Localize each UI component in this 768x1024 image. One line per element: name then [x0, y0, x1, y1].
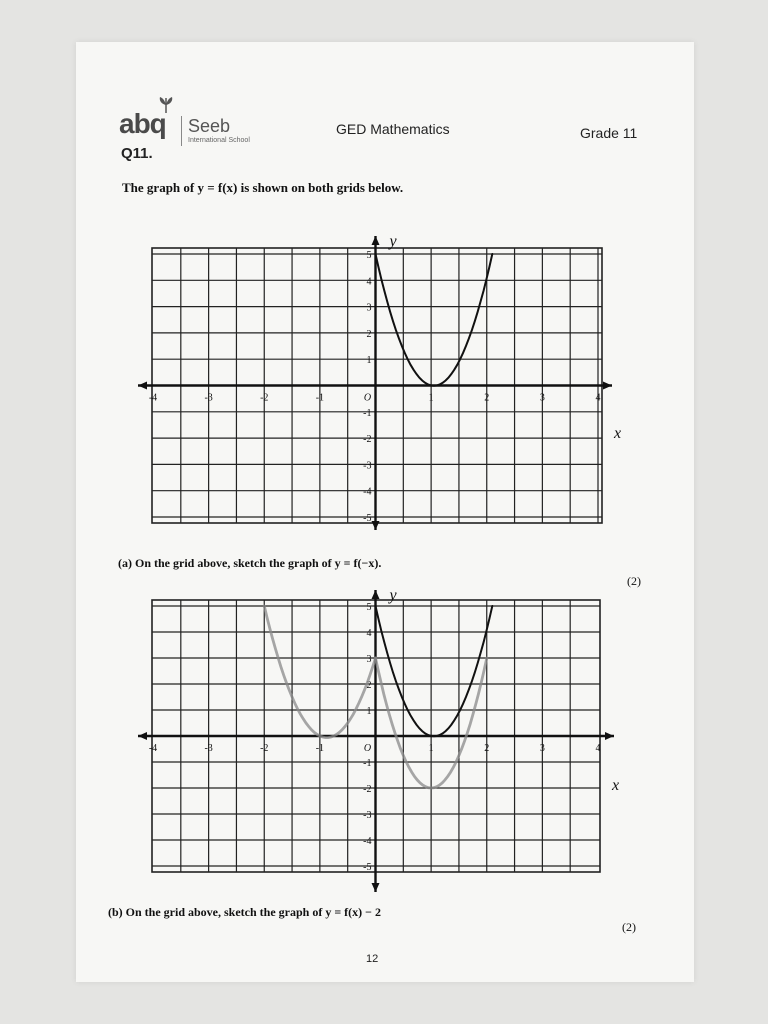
x-tick-label: -2 — [260, 392, 269, 404]
y-tick-label: -4 — [363, 486, 372, 498]
grade-label: Grade 11 — [580, 125, 638, 141]
y-tick-label: -5 — [363, 862, 372, 873]
question-number: Q11. — [121, 145, 153, 162]
part-b-instruction: (b) On the grid above, sketch the graph of y = f(x) − 2 — [108, 905, 381, 919]
x-tick-label: 3 — [539, 392, 545, 404]
y-axis-label: y — [389, 233, 397, 250]
y-tick-label: 3 — [366, 302, 372, 314]
y-tick-label: -4 — [363, 836, 372, 847]
y-tick-label: -1 — [363, 758, 372, 769]
x-tick-label: -4 — [148, 392, 158, 404]
y-tick-label: -3 — [363, 810, 372, 821]
x-tick-label: 1 — [428, 392, 434, 404]
part-a-instruction: (a) On the grid above, sketch the graph of y = f(−x). — [118, 556, 382, 570]
x-tick-label: -4 — [148, 743, 158, 754]
school-subtitle: International School — [188, 137, 250, 144]
y-tick-label: 2 — [366, 680, 372, 691]
y-axis-arrow-down — [372, 883, 380, 892]
y-tick-label: 5 — [366, 250, 372, 261]
y-tick-label: 1 — [366, 706, 372, 717]
x-tick-label: 1 — [428, 743, 434, 754]
x-tick-label: -1 — [315, 392, 325, 404]
question-stem: The graph of y = f(x) is shown on both grids below. — [122, 180, 404, 195]
x-axis-arrow-right — [605, 732, 614, 740]
x-axis-arrow-left — [138, 732, 147, 740]
y-tick-label: -3 — [363, 460, 372, 472]
part-a-marks: (2) — [627, 574, 641, 588]
x-tick-label: 4 — [595, 743, 601, 754]
y-tick-label: 4 — [366, 276, 372, 288]
x-tick-label: 3 — [539, 743, 545, 754]
y-axis-label: y — [389, 587, 397, 604]
x-tick-label: -1 — [315, 743, 325, 754]
x-tick-label: 4 — [595, 392, 601, 404]
y-tick-label: -1 — [363, 407, 372, 419]
x-tick-label: 2 — [484, 392, 490, 404]
y-tick-label: -5 — [363, 513, 372, 524]
x-tick-label: -2 — [260, 743, 269, 754]
x-tick-label: O — [363, 392, 372, 404]
x-tick-label: -3 — [204, 743, 213, 754]
x-tick-label: O — [363, 743, 372, 754]
y-tick-label: 1 — [366, 355, 372, 367]
school-name: Seeb — [188, 116, 231, 136]
series-line-f-x- — [376, 606, 493, 736]
y-tick-label: -2 — [363, 434, 372, 446]
page-number: 12 — [366, 953, 379, 965]
school-logo: abq — [119, 108, 166, 139]
y-tick-label: -2 — [363, 784, 372, 795]
part-b-marks: (2) — [622, 920, 636, 934]
y-axis-arrow-up — [372, 590, 380, 599]
x-tick-label: 2 — [484, 743, 490, 754]
y-tick-label: 3 — [366, 654, 372, 665]
y-tick-label: 4 — [366, 628, 372, 639]
x-axis-label: x — [612, 777, 620, 794]
y-tick-label: 5 — [366, 602, 372, 613]
x-axis-label: x — [614, 425, 622, 442]
x-tick-label: -3 — [204, 392, 213, 404]
y-tick-label: 2 — [366, 328, 372, 340]
subject-title: GED Mathematics — [336, 121, 450, 137]
